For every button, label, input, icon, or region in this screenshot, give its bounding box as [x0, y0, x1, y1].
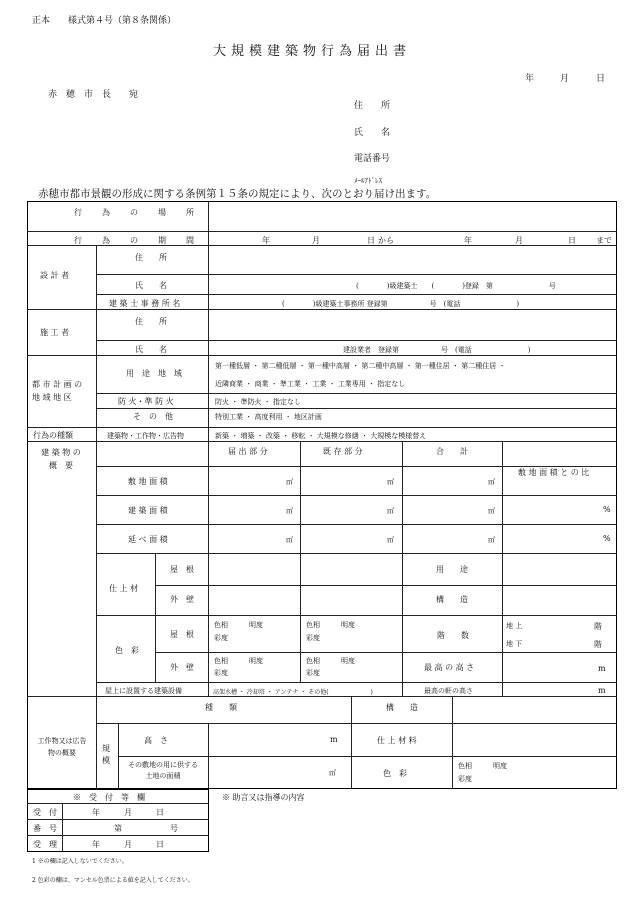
number-label: 番 号	[33, 824, 57, 833]
accepted-date: 年 月 日	[92, 840, 164, 849]
wall-label-color: 外 壁	[170, 663, 194, 672]
form-label: 正本 様式第４号（第８条関係）	[32, 16, 177, 26]
color2-label: 色 彩	[383, 769, 407, 778]
builder-name-label: 氏 名	[135, 345, 167, 354]
location-label: 行 為 の 場 所	[74, 208, 200, 217]
applicant-phone-label: 電話番号	[354, 154, 391, 164]
site-area-used-label: その敷地の用に供する 土地の面積	[128, 761, 198, 780]
sqm-unit: ㎡	[329, 769, 336, 777]
scale-label: 規 模	[102, 744, 110, 765]
date-year: 年	[525, 74, 535, 84]
other-value: 特別工業 ・ 高度利用 ・ 地区計画	[215, 413, 322, 421]
reception-header: ※ 受 付 等 欄	[73, 793, 145, 802]
act-target: 建築物・工作物・広告物	[107, 432, 184, 440]
designer-name-label: 氏 名	[135, 281, 167, 290]
use-district-line1: 第一種低層 ・ 第二種低層 ・ 第一種中高層 ・ 第二種中高層 ・ 第一種住居 ・ 第二種住居 ・	[215, 362, 506, 370]
received-date: 年 月 日	[92, 808, 164, 817]
designer-address-label: 住 所	[135, 253, 167, 262]
sqm-unit: ㎡	[488, 536, 495, 544]
fire-value: 防火 ・ 準防火 ・ 指定なし	[215, 398, 301, 406]
sqm-unit: ㎡	[286, 536, 293, 544]
roof-chroma: 彩度	[214, 634, 228, 642]
period-to-year: 年	[464, 236, 472, 245]
builder-label: 施 工 者	[40, 328, 70, 337]
floor-unit-above: 階	[594, 622, 602, 631]
period-from-year: 年	[262, 236, 270, 245]
note-1: 1 ※の欄は記入しないでください。	[32, 858, 128, 865]
roof-label-color: 屋 根	[170, 630, 194, 639]
applicant-email-label: ﾒｰﾙｱﾄﾞﾚｽ	[354, 177, 382, 185]
use-label: 用 途	[436, 565, 468, 574]
applicant-address-label: 住 所	[354, 101, 391, 111]
m-unit: m	[598, 686, 606, 695]
building-summary-label: 建 築 物 の 概 要	[41, 448, 81, 470]
above-label: 地 上	[506, 622, 523, 630]
m-unit: m	[598, 664, 606, 673]
rooftop-value: 高架水槽 ・ 冷却塔 ・ アンテナ ・ その他( )	[213, 689, 373, 696]
act-value: 新築 ・ 増築 ・ 改築 ・ 移転 ・ 大規模な修繕 ・ 大規模な模様替え	[215, 432, 427, 440]
structure-summary-label: 工作物又は広告 物の概要	[37, 737, 87, 757]
floor-unit-below: 階	[594, 640, 602, 649]
col-existing: 既 存 部 分	[323, 447, 363, 456]
period-from-day: 日	[367, 236, 375, 245]
date-day: 日	[596, 74, 606, 84]
height-label: 高 さ	[144, 736, 168, 745]
sqm-unit: ㎡	[488, 478, 495, 486]
finish-material-label: 仕 上 材 料	[377, 736, 417, 745]
sqm-unit: ㎡	[387, 507, 394, 515]
fire-label: 防 火・準 防 火	[118, 397, 174, 406]
builder-name-value: 建設業者 登録第 号 (電話 )	[343, 346, 531, 354]
period-to-month: 月	[515, 236, 523, 245]
advice-header: ※ 助言又は指導の内容	[222, 793, 305, 802]
wall-label: 外 壁	[170, 595, 194, 604]
kind-label: 種 類	[205, 703, 237, 712]
max-height-label: 最 高 の 高 さ	[424, 663, 475, 672]
sqm-unit: ㎡	[387, 536, 394, 544]
applicant-name-label: 氏 名	[354, 128, 391, 138]
color-label: 色 彩	[115, 646, 139, 655]
finish-label: 仕 上 材	[109, 584, 139, 593]
sqm-unit: ㎡	[387, 478, 394, 486]
structure-label: 構 造	[436, 595, 468, 604]
struct-label: 構 造	[386, 703, 418, 712]
designer-label: 設 計 者	[40, 271, 70, 280]
use-district-line2: 近隣商業 ・ 商業 ・ 準工業 ・ 工業 ・ 工業専用 ・ 指定なし	[215, 380, 406, 388]
roof-label: 屋 根	[170, 565, 194, 574]
period-label: 行 為 の 期 間	[74, 236, 200, 245]
pct-unit: %	[603, 505, 611, 514]
builder-address-label: 住 所	[135, 317, 167, 326]
other-label: そ の 他	[133, 412, 173, 421]
period-from: から	[378, 236, 394, 245]
roof-existing-chroma: 彩度	[306, 634, 320, 642]
structure-hue-value: 色相 明度	[458, 762, 507, 770]
m-unit: m	[330, 735, 338, 744]
wall-existing-hue-value: 色相 明度	[306, 657, 355, 665]
zoning-label: 都 市 計 画 の 地 域 地 区	[32, 380, 83, 402]
wall-existing-chroma: 彩度	[306, 669, 320, 677]
wall-hue-value: 色相 明度	[214, 657, 263, 665]
period-to-day: 日	[568, 236, 576, 245]
sqm-unit: ㎡	[286, 478, 293, 486]
max-eave-label: 最高の軒の高さ	[424, 687, 473, 695]
accepted-label: 受 理	[33, 840, 57, 849]
note-2: 2 色彩の欄は、マンセル色票による値を記入してください。	[32, 877, 194, 884]
sqm-unit: ㎡	[488, 507, 495, 515]
act-type-label: 行為の種類	[33, 431, 73, 440]
addressee: 赤 穂 市 長 宛	[48, 90, 139, 100]
designer-name-value: ( )級建築士 ( )登録 第 号	[356, 282, 556, 290]
below-label: 地 下	[506, 640, 523, 648]
roof-hue-value: 色相 明度	[214, 621, 263, 629]
page-title: 大規模建築物行為届出書	[213, 44, 412, 59]
rooftop-label: 屋上に設置する建築設備	[105, 687, 182, 695]
site-area-label: 敷 地 面 積	[128, 477, 168, 486]
period-from-month: 月	[312, 236, 320, 245]
received-label: 受 付	[33, 808, 57, 817]
date-month: 月	[560, 74, 570, 84]
roof-existing-hue-value: 色相 明度	[306, 621, 355, 629]
number-value: 第 号	[114, 824, 178, 833]
col-total: 合 計	[436, 447, 468, 456]
col-report: 届 出 部 分	[228, 447, 268, 456]
pct-unit: %	[603, 534, 611, 543]
building-area-label: 建 築 面 積	[128, 506, 168, 515]
statement: 赤穂市都市景観の形成に関する条例第１５条の規定により、次のとおり届け出ます。	[38, 188, 437, 200]
floors-label: 階 数	[437, 631, 469, 640]
period-to: まで	[596, 236, 612, 245]
floor-area-label: 延 べ 面 積	[128, 535, 168, 544]
wall-chroma: 彩度	[214, 669, 228, 677]
structure-chroma: 彩度	[458, 775, 472, 783]
sqm-unit: ㎡	[286, 507, 293, 515]
designer-office-value: ( )級建築士事務所 登録第 号 (電話 )	[282, 300, 520, 308]
use-district-label: 用 途 地 域	[126, 369, 182, 378]
col-ratio: 敷 地 面 積 と の 比	[518, 468, 590, 477]
designer-office-label: 建 築 士 事 務 所 名	[109, 299, 181, 308]
